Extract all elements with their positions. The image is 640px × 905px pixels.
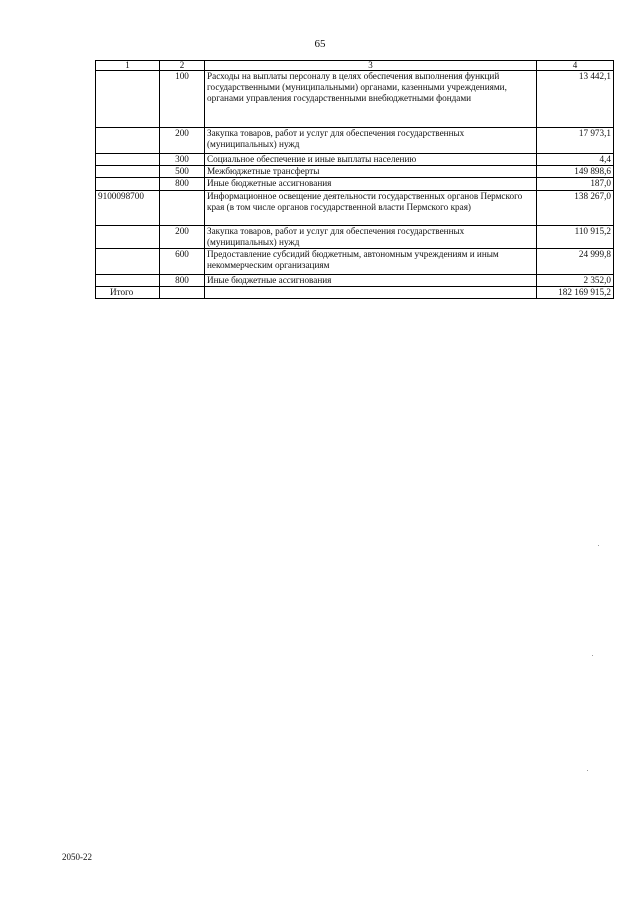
column-header-1: 1 — [96, 61, 160, 71]
description-cell: Социальное обеспечение и иные выплаты населению — [205, 154, 537, 166]
table-row — [96, 178, 614, 190]
total-type-cell — [160, 287, 205, 299]
total-amount: 182 169 915,2 — [537, 287, 614, 299]
target-code-cell — [96, 166, 160, 178]
amount-cell: 4,4 — [537, 154, 614, 166]
target-code-cell — [96, 128, 160, 154]
description-cell: Закупка товаров, работ и услуг для обеспечения государственных (муниципальных) нужд — [205, 225, 537, 248]
amount-cell: 2 352,0 — [537, 275, 614, 287]
column-header-3: 3 — [205, 61, 537, 71]
total-row — [96, 287, 614, 299]
amount-cell: 24 999,8 — [537, 249, 614, 275]
column-header-2: 2 — [160, 61, 205, 71]
expense-type-cell: 800 — [160, 275, 205, 287]
document-code: 2050-22 — [62, 852, 92, 862]
budget-table — [95, 60, 614, 299]
amount-cell: 138 267,0 — [537, 190, 614, 225]
target-code-cell — [96, 71, 160, 128]
target-code-cell: 9100098700 — [96, 190, 160, 225]
scan-artifact — [592, 655, 593, 656]
target-code-cell — [96, 275, 160, 287]
target-code-cell — [96, 249, 160, 275]
table-row — [96, 128, 614, 154]
expense-type-cell: 300 — [160, 154, 205, 166]
scan-artifact — [598, 545, 599, 546]
total-description-cell — [205, 287, 537, 299]
target-code-cell — [96, 178, 160, 190]
description-cell: Иные бюджетные ассигнования — [205, 275, 537, 287]
table-row — [96, 275, 614, 287]
description-cell: Закупка товаров, работ и услуг для обеспечения государственных (муниципальных) нужд — [205, 128, 537, 154]
table-row — [96, 154, 614, 166]
total-label: Итого — [96, 287, 160, 299]
table-row — [96, 166, 614, 178]
description-cell: Предоставление субсидий бюджетным, автономным учреждениям и иным некоммерческим организациям — [205, 249, 537, 275]
table-row — [96, 190, 614, 225]
expense-type-cell: 800 — [160, 178, 205, 190]
amount-cell: 187,0 — [537, 178, 614, 190]
amount-cell: 149 898,6 — [537, 166, 614, 178]
description-cell: Иные бюджетные ассигнования — [205, 178, 537, 190]
target-code-cell — [96, 154, 160, 166]
table-row — [96, 249, 614, 275]
expense-type-cell: 100 — [160, 71, 205, 128]
expense-type-cell: 500 — [160, 166, 205, 178]
amount-cell: 17 973,1 — [537, 128, 614, 154]
scan-artifact — [587, 770, 588, 771]
description-cell: Межбюджетные трансферты — [205, 166, 537, 178]
expense-type-cell — [160, 190, 205, 225]
expense-type-cell: 600 — [160, 249, 205, 275]
description-cell: Расходы на выплаты персоналу в целях обеспечения выполнения функций государственными (муниципальными) органами, казенными учреждениями, органами управления государственными внебюджетными фондами — [205, 71, 537, 128]
page-number: 65 — [314, 38, 326, 50]
target-code-cell — [96, 225, 160, 248]
amount-cell: 13 442,1 — [537, 71, 614, 128]
expense-type-cell: 200 — [160, 128, 205, 154]
table-row — [96, 71, 614, 128]
description-cell: Информационное освещение деятельности государственных органов Пермского края (в том числе органов государственной власти Пермского края) — [205, 190, 537, 225]
table-row — [96, 225, 614, 248]
amount-cell: 110 915,2 — [537, 225, 614, 248]
table-header-row — [96, 61, 614, 71]
expense-type-cell: 200 — [160, 225, 205, 248]
column-header-4: 4 — [537, 61, 614, 71]
